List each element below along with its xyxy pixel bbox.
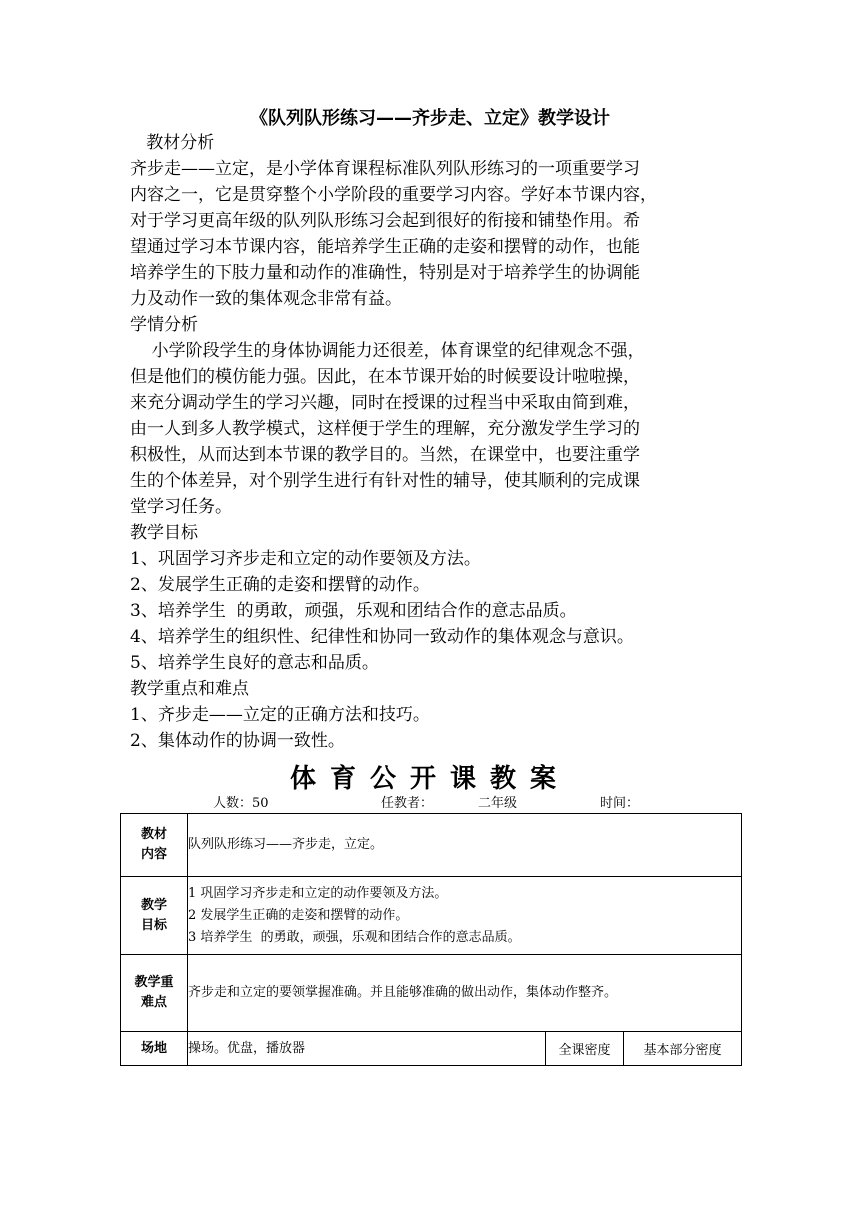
paragraph-line: 内容之一，它是贯穿整个小学阶段的重要学习内容。学好本节课内容， <box>130 185 657 205</box>
paragraph-line: 培养学生的下肢力量和动作的准确性，特别是对于培养学生的协调能 <box>130 263 640 283</box>
lesson-plan-table <box>120 813 742 1066</box>
paragraph-line: 力及动作一致的集体观念非常有益。 <box>130 289 402 309</box>
goal-line: 3 培养学生 的勇敢，顽强，乐观和团结合作的意志品质。 <box>188 929 521 945</box>
section-heading-materials: 教材分析 <box>130 133 215 153</box>
paragraph-line: 但是他们的模仿能力强。因此，在本节课开始的时候要设计啦啦操， <box>130 367 640 387</box>
content-value: 队列队形练习——齐步走，立定。 <box>188 814 742 877</box>
section-heading-goals: 教学目标 <box>130 523 198 543</box>
teacher-label: 任教者： <box>381 796 434 811</box>
paragraph-line: 望通过学习本节课内容，能培养学生正确的走姿和摆臂的动作，也能 <box>130 237 640 257</box>
paragraph-line: 积极性，从而达到本节课的教学目的。当然，在课堂中，也要注重学 <box>130 445 640 465</box>
goal-line: 1 巩固学习齐步走和立定的动作要领及方法。 <box>188 885 448 901</box>
paragraph-line: 由一人到多人教学模式，这样便于学生的理解，充分激发学生学习的 <box>130 419 640 439</box>
key-point-item: 1、齐步走——立定的正确方法和技巧。 <box>130 705 430 725</box>
goal-item: 5、培养学生良好的意志和品质。 <box>130 653 379 673</box>
goal-item: 4、培养学生的组织性、纪律性和协同一致动作的集体观念与意识。 <box>130 627 634 647</box>
key-points-value: 齐步走和立定的要领掌握准确。并且能够准确的做出动作，集体动作整齐。 <box>188 955 742 1032</box>
goals-cell <box>188 877 742 955</box>
goal-item: 3、培养学生 的勇敢，顽强，乐观和团结合作的意志品质。 <box>130 601 577 621</box>
section-heading-students: 学情分析 <box>130 315 198 335</box>
row-label: 教学 目标 <box>121 877 188 955</box>
table-row <box>121 1032 742 1066</box>
grade-label: 二年级 <box>478 796 518 811</box>
row-label: 教学重 难点 <box>121 955 188 1032</box>
row-label: 教材 内容 <box>121 814 188 877</box>
goal-item: 1、巩固学习齐步走和立定的动作要领及方法。 <box>130 549 481 569</box>
document-title: 《队列队形练习——齐步走、立定》教学设计 <box>250 108 610 129</box>
density-all-label: 全课密度 <box>546 1032 624 1066</box>
density-basic-label: 基本部分密度 <box>624 1032 742 1066</box>
paragraph-line: 齐步走——立定，是小学体育课程标准队列队形练习的一项重要学习 <box>130 159 640 179</box>
time-label: 时间： <box>600 796 640 811</box>
paragraph-line: 对于学习更高年级的队列队形练习会起到很好的衔接和铺垫作用。希 <box>130 211 640 231</box>
lesson-plan-heading: 体育公开课教案 <box>289 764 570 794</box>
venue-value: 操场。优盘，播放器 <box>188 1032 546 1066</box>
table-row <box>121 955 742 1032</box>
table-row <box>121 814 742 877</box>
paragraph-line: 生的个体差异，对个别学生进行有针对性的辅导，使其顺利的完成课 <box>130 471 640 491</box>
paragraph-line: 小学阶段学生的身体协调能力还很差，体育课堂的纪律观念不强， <box>130 341 645 361</box>
goal-item: 2、发展学生正确的走姿和摆臂的动作。 <box>130 575 430 595</box>
paragraph-line: 堂学习任务。 <box>130 497 232 517</box>
key-point-item: 2、集体动作的协调一致性。 <box>130 731 345 751</box>
people-count: 人数：50 <box>213 796 269 811</box>
row-label: 场地 <box>121 1032 188 1066</box>
paragraph-line: 来充分调动学生的学习兴趣，同时在授课的过程当中采取由简到难， <box>130 393 640 413</box>
table-row <box>121 877 742 955</box>
section-heading-key-points: 教学重点和难点 <box>130 679 249 699</box>
goal-line: 2 发展学生正确的走姿和摆臂的动作。 <box>188 907 409 923</box>
